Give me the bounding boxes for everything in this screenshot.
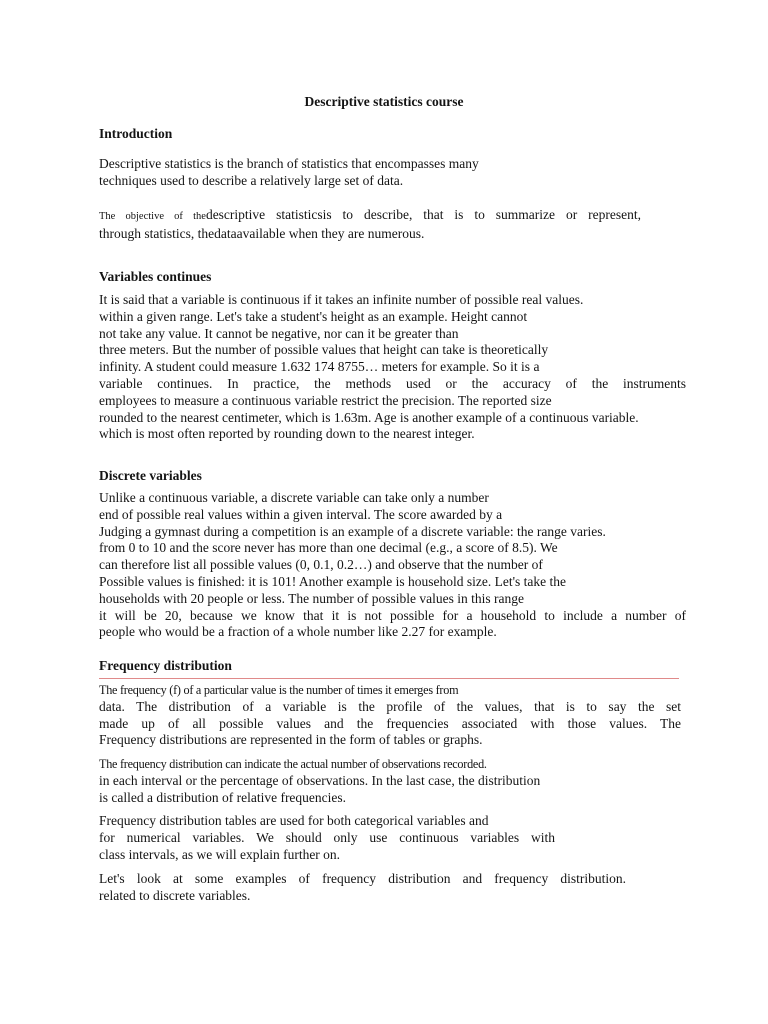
paragraph-line: within a given range. Let's take a student's height as an example. Height cannot (99, 308, 528, 324)
paragraph-line: techniques used to describe a relatively large set of data. (99, 172, 404, 188)
paragraph-line: not take any value. It cannot be negative, nor can it be greater than (99, 325, 459, 341)
frequency-heading: Frequency distribution (99, 658, 232, 673)
paragraph-line: related to discrete variables. (99, 887, 251, 903)
discrete-paragraph (99, 490, 689, 641)
frequency-paragraph-2 (99, 756, 689, 806)
paragraph-line: Unlike a continuous variable, a discrete variable can take only a number (99, 490, 489, 505)
intro-paragraph-2 (99, 207, 641, 243)
small-prefix-text: The objective of the (99, 211, 206, 222)
red-underline-rule (99, 678, 679, 679)
paragraph-line: made up of all possible values and the frequencies associated with those values. The (99, 715, 681, 731)
paragraph-line: Possible values is finished: it is 101! Another example is household size. Let's take the (99, 573, 566, 589)
paragraph-line (99, 207, 641, 226)
paragraph-line: The frequency (f) of a particular value is the number of times it emerges from (99, 683, 459, 697)
frequency-paragraph-3 (99, 813, 689, 863)
paragraph-line: Descriptive statistics is the branch of statistics that encompasses many (99, 156, 479, 171)
continuous-paragraph (99, 292, 689, 443)
paragraph-line: Frequency distribution tables are used for both categorical variables and (99, 813, 489, 828)
introduction-heading: Introduction (99, 126, 173, 141)
paragraph-line: variable continues. In practice, the methods used or the accuracy of the instruments (99, 375, 686, 391)
paragraph-line: class intervals, as we will explain further on. (99, 846, 341, 862)
paragraph-line: households with 20 people or less. The number of possible values in this range (99, 590, 524, 606)
paragraph-line: data. The distribution of a variable is the profile of the values, that is to say the set (99, 698, 681, 714)
paragraph-line: Frequency distributions are represented in the form of tables or graphs. (99, 732, 483, 748)
intro-paragraph-1 (99, 156, 479, 190)
frequency-paragraph-1 (99, 682, 689, 749)
paragraph-line: for numerical variables. We should only use continuous variables with (99, 829, 555, 845)
paragraph-line: employees to measure a continuous variable restrict the precision. The reported size (99, 392, 552, 408)
paragraph-line: infinity. A student could measure 1.632 174 8755… meters for example. So it is a (99, 359, 540, 375)
paragraph-line: it will be 20, because we know that it is not possible for a household to include a number of (99, 607, 686, 623)
paragraph-line: end of possible real values within a given interval. The score awarded by a (99, 506, 503, 522)
paragraph-line: through statistics, thedataavailable when they are numerous. (99, 225, 425, 241)
paragraph-line: from 0 to 10 and the score never has more than one decimal (e.g., a score of 8.5). We (99, 540, 558, 556)
continuous-heading: Variables continues (99, 269, 212, 284)
paragraph-line: rounded to the nearest centimeter, which is 1.63m. Age is another example of a continuous variable. (99, 409, 639, 425)
paragraph-line: which is most often reported by rounding down to the nearest integer. (99, 426, 475, 442)
line-rest-text: descriptive statisticsis to describe, that is to summarize or represent, (205, 207, 641, 222)
paragraph-line: people who would be a fraction of a whole number like 2.27 for example. (99, 624, 497, 640)
frequency-paragraph-4 (99, 871, 689, 905)
paragraph-line: Let's look at some examples of frequency distribution and frequency distribution. (99, 871, 626, 886)
paragraph-line: in each interval or the percentage of observations. In the last case, the distribution (99, 772, 541, 788)
paragraph-line: three meters. But the number of possible values that height can take is theoretically (99, 342, 549, 358)
page-title: Descriptive statistics course (304, 94, 464, 109)
paragraph-line: The frequency distribution can indicate the actual number of observations recorded. (99, 757, 487, 771)
paragraph-line: It is said that a variable is continuous if it takes an infinite number of possible real values. (99, 292, 584, 307)
paragraph-line: can therefore list all possible values (0, 0.1, 0.2…) and observe that the number of (99, 557, 543, 573)
paragraph-line: is called a distribution of relative frequencies. (99, 789, 347, 805)
discrete-heading: Discrete variables (99, 468, 202, 483)
paragraph-line: Judging a gymnast during a competition is an example of a discrete variable: the range varies. (99, 523, 606, 539)
